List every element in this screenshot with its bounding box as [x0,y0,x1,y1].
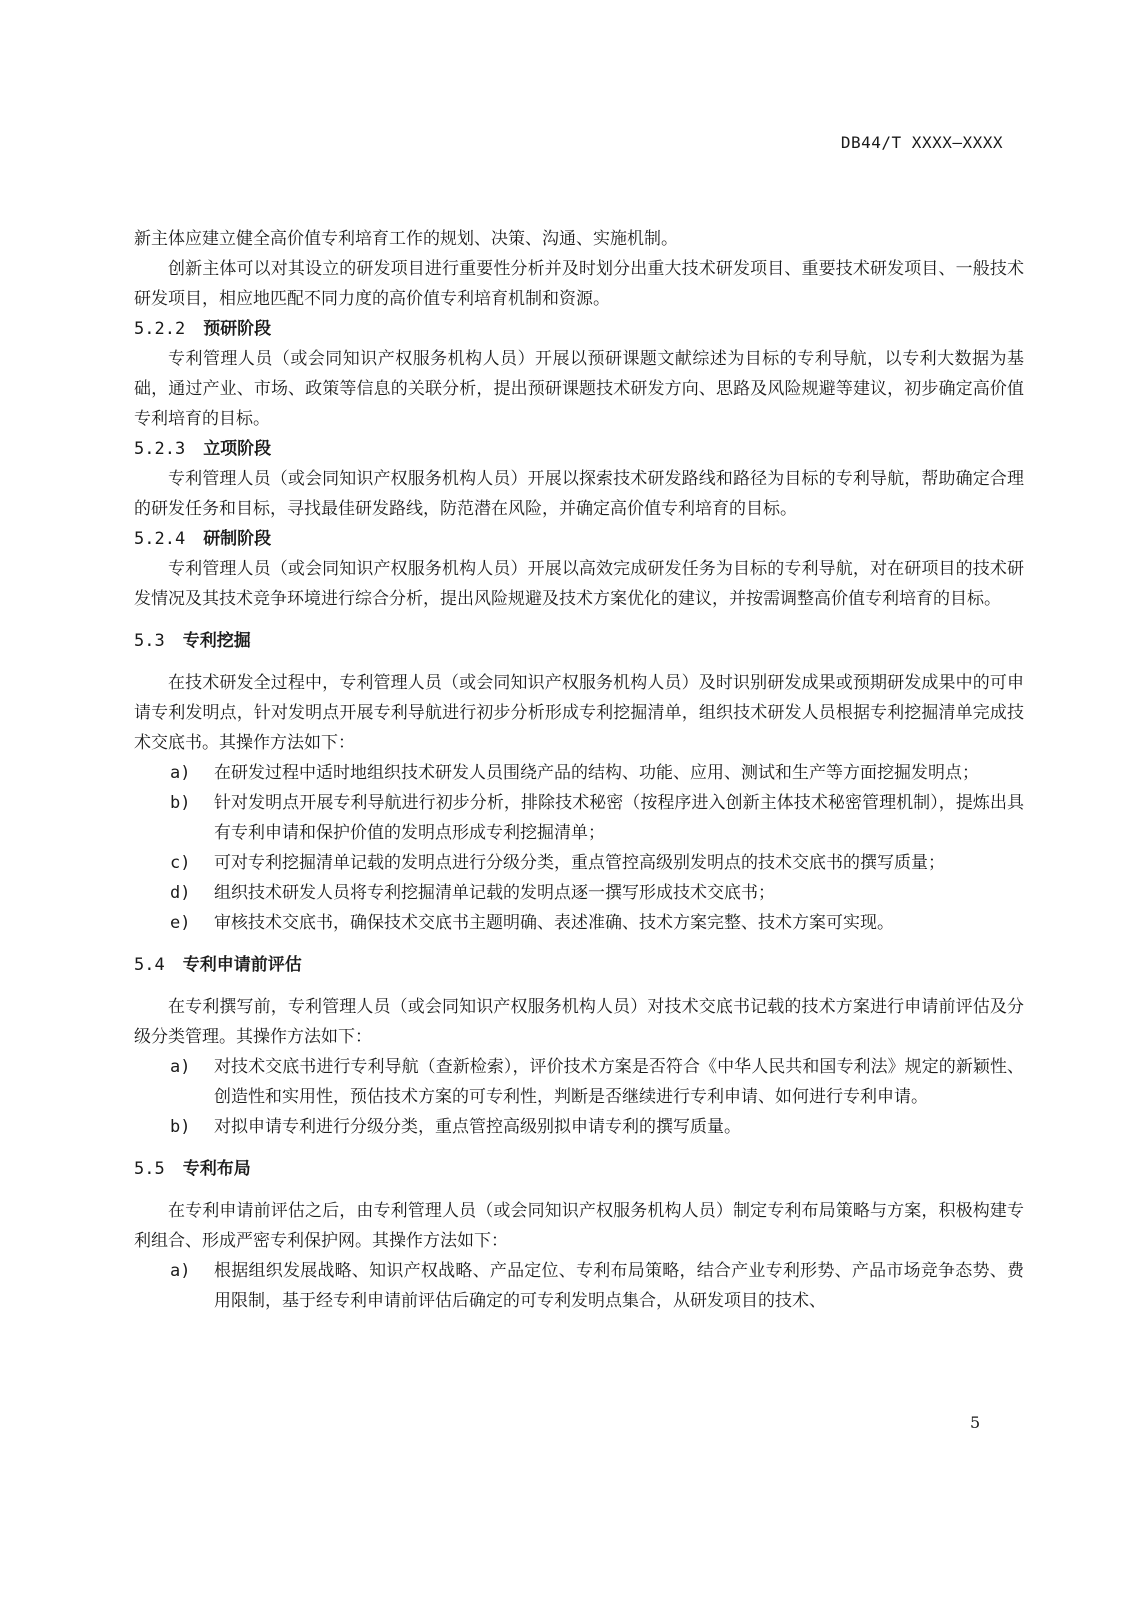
list-item-text: 可对专利挖掘清单记载的发明点进行分级分类，重点管控高级别发明点的技术交底书的撰写质量； [214,853,945,873]
list-item [170,758,1024,788]
section-number: 5.3 [134,631,165,651]
list-item [170,1112,1024,1142]
section-title: 专利挖掘 [182,631,251,651]
section-title: 立项阶段 [203,439,272,459]
section-heading-5-5 [134,1154,1024,1184]
list-item-text: 组织技术研发人员将专利挖掘清单记载的发明点逐一撰写形成技术交底书； [214,883,775,903]
list-item-text: 审核技术交底书，确保技术交底书主题明确、表述准确、技术方案完整、技术方案可实现。 [214,913,894,933]
paragraph: 创新主体可以对其设立的研发项目进行重要性分析并及时划分出重大技术研发项目、重要技术研发项目、一般技术研发项目，相应地匹配不同力度的高价值专利培育机制和资源。 [134,259,1024,309]
list-item-text: 在研发过程中适时地组织技术研发人员围绕产品的结构、功能、应用、测试和生产等方面挖掘发明点； [214,763,979,783]
section-title: 研制阶段 [203,529,272,549]
list-marker: a) [170,763,191,783]
section-heading-5-2-4 [134,524,1024,554]
paragraph: 专利管理人员（或会同知识产权服务机构人员）开展以高效完成研发任务为目标的专利导航，对在研项目的技术研发情况及其技术竞争环境进行综合分析，提出风险规避及技术方案优化的建议，并按需调整高价值专利培育的目标。 [134,559,1024,609]
paragraph: 专利管理人员（或会同知识产权服务机构人员）开展以预研课题文献综述为目标的专利导航，以专利大数据为基础，通过产业、市场、政策等信息的关联分析，提出预研课题技术研发方向、思路及风险规避等建议，初步确定高价值专利培育的目标。 [134,349,1024,429]
section-title: 专利申请前评估 [182,955,302,975]
list-item-text: 对拟申请专利进行分级分类，重点管控高级别拟申请专利的撰写质量。 [214,1117,741,1137]
paragraph: 在技术研发全过程中，专利管理人员（或会同知识产权服务机构人员）及时识别研发成果或预期研发成果中的可申请专利发明点，针对发明点开展专利导航进行初步分析形成专利挖掘清单，组织技术研发人员根据专利挖掘清单完成技术交底书。其操作方法如下： [134,673,1024,753]
paragraph: 专利管理人员（或会同知识产权服务机构人员）开展以探索技术研发路线和路径为目标的专利导航，帮助确定合理的研发任务和目标，寻找最佳研发路线，防范潜在风险，并确定高价值专利培育的目标。 [134,469,1024,519]
list-marker: b) [170,793,191,813]
section-number: 5.2.4 [134,529,186,549]
document-body [134,224,1024,1316]
section-heading-5-2-2 [134,314,1024,344]
section-heading-5-4 [134,950,1024,980]
list-marker: e) [170,913,191,933]
list-item [170,848,1024,878]
section-title: 预研阶段 [203,319,272,339]
section-number: 5.4 [134,955,165,975]
section-number: 5.2.3 [134,439,186,459]
list-item [170,908,1024,938]
list-marker: a) [170,1057,191,1077]
paragraph: 新主体应建立健全高价值专利培育工作的规划、决策、沟通、实施机制。 [134,229,678,249]
list-item-text: 对技术交底书进行专利导航（查新检索），评价技术方案是否符合《中华人民共和国专利法》规定的新颖性、创造性和实用性，预估技术方案的可专利性，判断是否继续进行专利申请、如何进行专利申请。 [214,1057,1024,1107]
section-heading-5-3 [134,626,1024,656]
page-number: 5 [970,1413,981,1432]
list-marker: b) [170,1117,191,1137]
list-marker: c) [170,853,191,873]
list-item [170,1256,1024,1316]
list-item [170,788,1024,848]
section-title: 专利布局 [182,1159,251,1179]
document-code-header: DB44/T XXXX—XXXX [840,133,1003,152]
section-number: 5.2.2 [134,319,186,339]
list-item [170,1052,1024,1112]
paragraph: 在专利申请前评估之后，由专利管理人员（或会同知识产权服务机构人员）制定专利布局策略与方案，积极构建专利组合、形成严密专利保护网。其操作方法如下： [134,1201,1024,1251]
list-item-text: 根据组织发展战略、知识产权战略、产品定位、专利布局策略，结合产业专利形势、产品市场竞争态势、费用限制，基于经专利申请前评估后确定的可专利发明点集合，从研发项目的技术、 [214,1261,1024,1311]
list-item [170,878,1024,908]
paragraph: 在专利撰写前，专利管理人员（或会同知识产权服务机构人员）对技术交底书记载的技术方案进行申请前评估及分级分类管理。其操作方法如下： [134,997,1024,1047]
list-marker: d) [170,883,191,903]
section-number: 5.5 [134,1159,165,1179]
list-marker: a) [170,1261,191,1281]
section-heading-5-2-3 [134,434,1024,464]
list-item-text: 针对发明点开展专利导航进行初步分析，排除技术秘密（按程序进入创新主体技术秘密管理机制），提炼出具有专利申请和保护价值的发明点形成专利挖掘清单； [214,793,1024,843]
